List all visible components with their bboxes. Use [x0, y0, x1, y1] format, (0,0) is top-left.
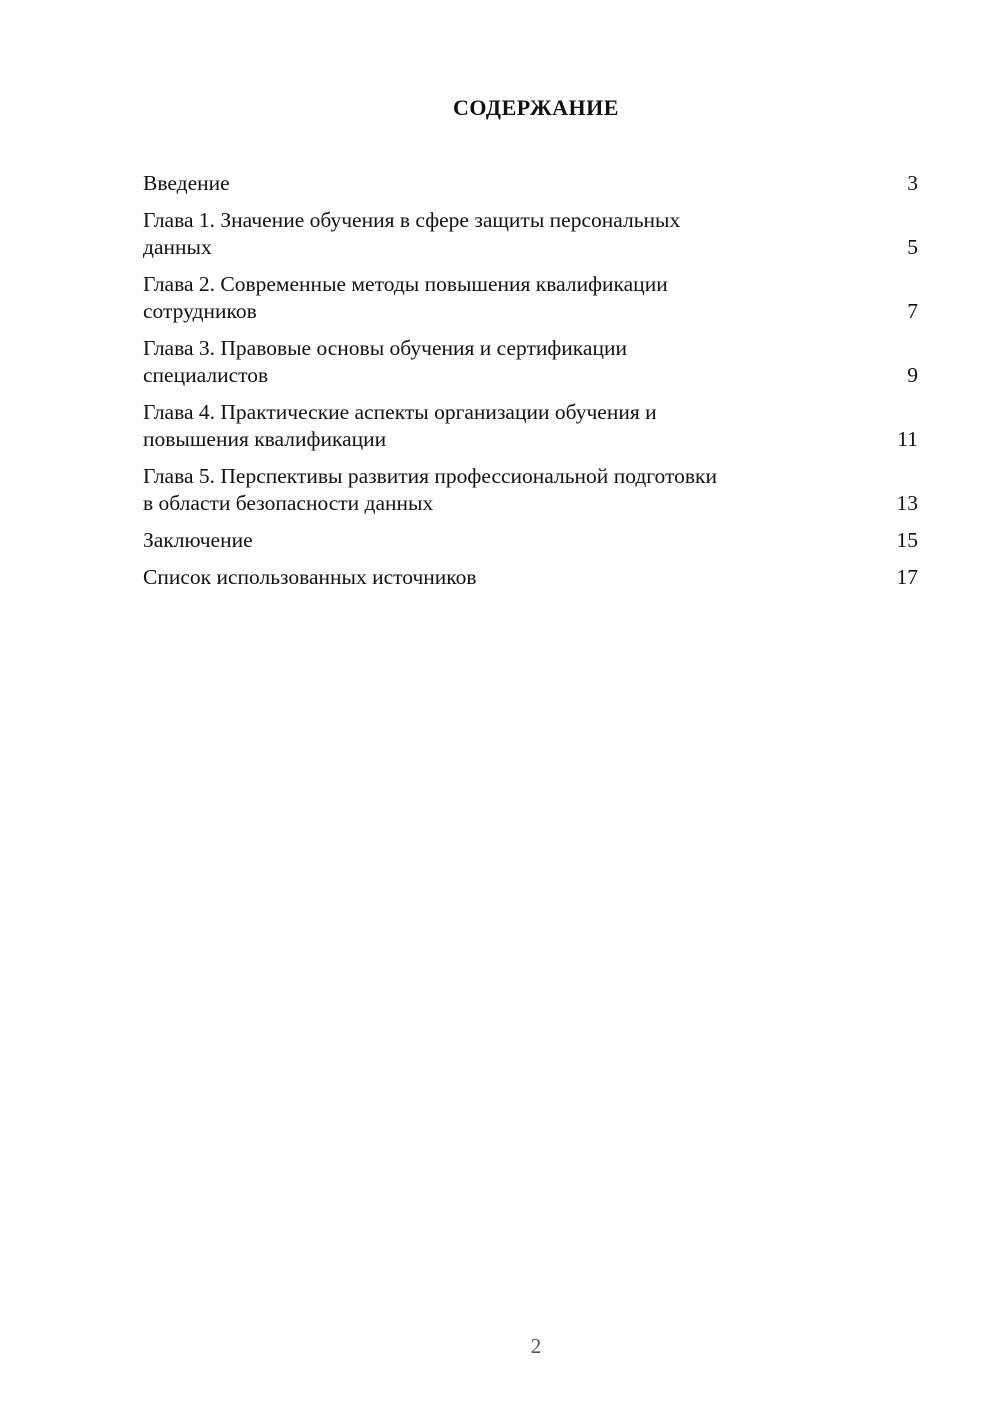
- toc-entry-page: 13: [896, 491, 918, 515]
- toc-entry-page: 9: [907, 363, 918, 387]
- toc-entry-text: Глава 3. Правовые основы обучения и сертификации специалистов: [143, 336, 627, 387]
- toc-entry-introduction: [143, 170, 918, 197]
- toc-entry-text: Глава 2. Современные методы повышения квалификации сотрудников: [143, 272, 668, 323]
- toc-entry-chapter-3: [143, 335, 918, 389]
- toc-entry-chapter-2: [143, 271, 918, 325]
- toc-entry-page: 5: [907, 235, 918, 259]
- toc-entry-text: Введение: [143, 171, 230, 195]
- toc-entry-text: Список использованных источников: [143, 565, 477, 589]
- toc-entry-text: Заключение: [143, 528, 253, 552]
- toc-entry-page: 11: [897, 427, 918, 451]
- toc-entry-page: 7: [907, 299, 918, 323]
- toc-entry-references: [143, 564, 918, 591]
- toc-title: СОДЕРЖАНИЕ: [453, 95, 619, 120]
- toc-entry-conclusion: [143, 527, 918, 554]
- toc-entry-chapter-4: [143, 399, 918, 453]
- page-number: 2: [530, 1334, 542, 1358]
- toc-entry-page: 3: [907, 171, 918, 195]
- toc-entry-page: 17: [896, 565, 918, 589]
- toc-entry-text: Глава 1. Значение обучения в сфере защиты персональных данных: [143, 208, 681, 259]
- toc-entry-text: Глава 4. Практические аспекты организации обучения и повышения квалификации: [143, 400, 657, 451]
- toc-entry-text: Глава 5. Перспективы развития профессиональной подготовки в области безопасности данных: [143, 464, 717, 515]
- table-of-contents: [143, 170, 918, 601]
- toc-entry-chapter-1: [143, 207, 918, 261]
- toc-entry-chapter-5: [143, 463, 918, 517]
- toc-entry-page: 15: [896, 528, 918, 552]
